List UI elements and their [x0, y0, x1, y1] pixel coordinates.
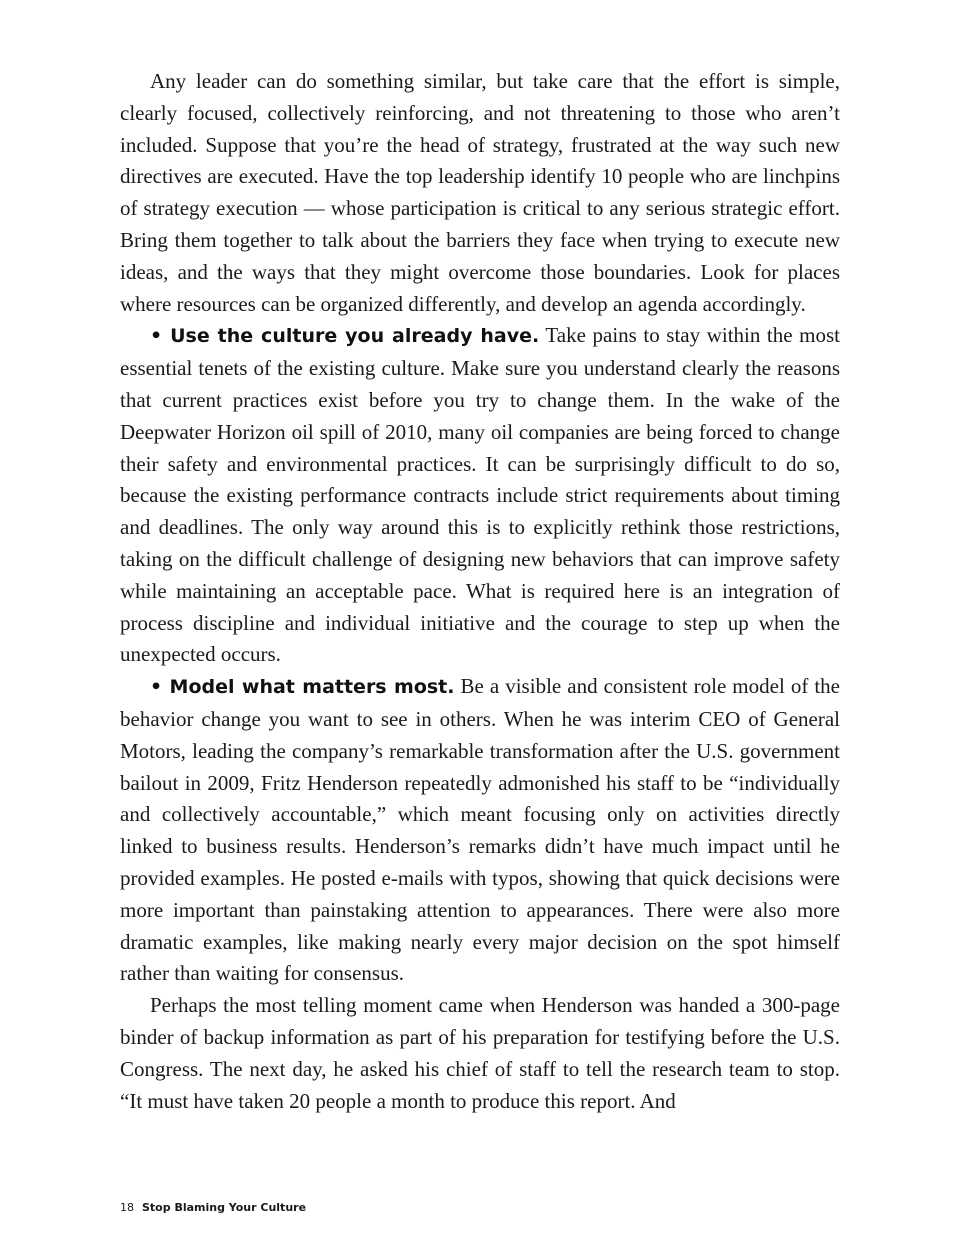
page-number: 18: [120, 1201, 134, 1214]
bullet-lead-use-culture: • Use the culture you already have.: [150, 325, 540, 348]
paragraph-use-culture: [120, 320, 840, 671]
paragraph-text: Be a visible and consistent role model of the behavior change you want to see in others. When he was interim CEO of General Motors, leading the company’s remarkable transformation after the U.S. government bailout in 2009, Fritz Henderson repeatedly admonished his staff to be “individually and collectively accountable,” which meant focusing only on activities directly linked to business results. Henderson’s remarks didn’t have much impact until he provided examples. He posted e-mails with typos, showing that quick decisions were more important than painstaking attention to appearances. There were also more dramatic examples, like making nearly every major decision on the spot himself rather than waiting for consensus.: [120, 674, 840, 986]
page-footer: [120, 1201, 306, 1214]
paragraph-text: Take pains to stay within the most essential tenets of the existing culture. Make sure you understand clearly the reasons that current practices exist before you try to change them. In the wake of the Deepwater Horizon oil spill of 2010, many oil companies are being forced to change their safety and environmental practices. It can be surprisingly difficult to do so, because the existing performance contracts include strict requirements about timing and deadlines. The only way around this is to explicitly rethink those restrictions, taking on the difficult challenge of designing new behaviors that can improve safety while maintaining an acceptable pace. What is required here is an integration of process discipline and individual initiative and the courage to step up when the unexpected occurs.: [120, 323, 840, 667]
body-text: [120, 66, 840, 1117]
paragraph-henderson-binder: [120, 990, 840, 1117]
running-title: Stop Blaming Your Culture: [142, 1201, 307, 1214]
paragraph-text: Perhaps the most telling moment came when Henderson was handed a 300-page binder of backup information as part of his preparation for testifying before the U.S. Congress. The next day, he asked his chief of staff to tell the research team to stop. “It must have taken 20 people a month to produce this report. And: [120, 993, 840, 1113]
bullet-lead-model-matters: • Model what matters most.: [150, 676, 455, 699]
paragraph-model-matters: [120, 671, 840, 990]
paragraph-intro: [120, 66, 840, 320]
paragraph-text: Any leader can do something similar, but take care that the effort is simple, clearly focused, collectively reinforcing, and not threatening to those who aren’t included. Suppose that you’re the head of strategy, frustrated at the way such new directives are executed. Have the top leadership identify 10 people who are linchpins of strategy execution — whose participation is critical to any serious strategic effort. Bring them together to talk about the barriers they face when trying to execute new ideas, and the ways that they might overcome those boundaries. Look for places where resources can be organized differently, and develop an agenda accordingly.: [120, 69, 840, 316]
